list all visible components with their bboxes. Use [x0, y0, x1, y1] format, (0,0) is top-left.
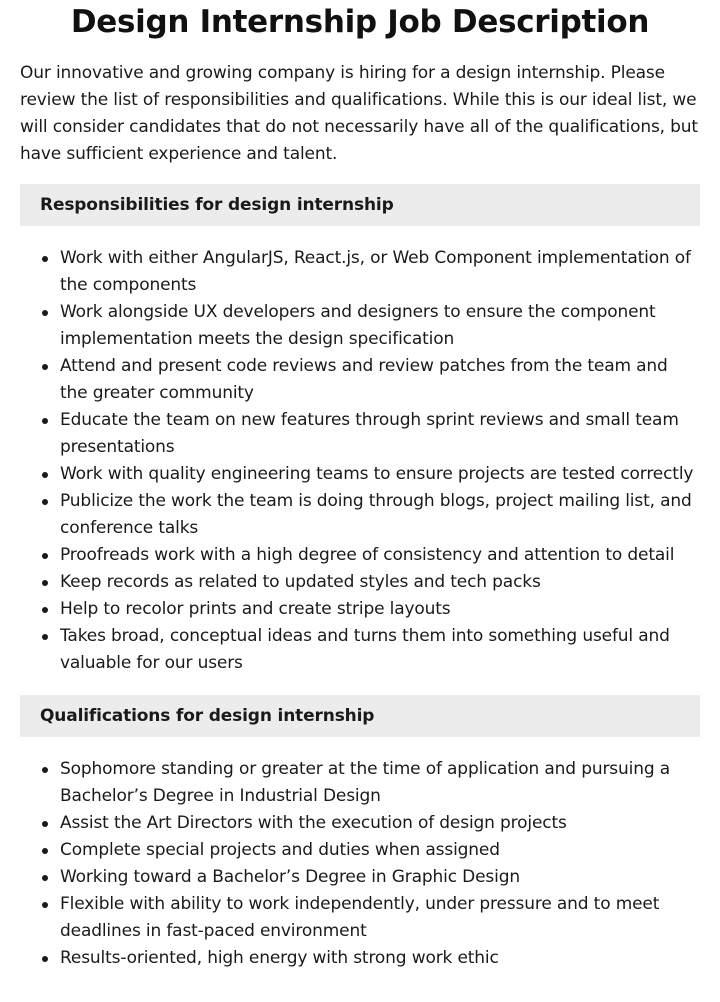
list-item: Help to recolor prints and create stripe layouts [60, 596, 700, 623]
page-title: Design Internship Job Description [70, 4, 650, 40]
list-item: Takes broad, conceptual ideas and turns them into something useful and valuable for our users [60, 623, 700, 677]
list-item: Work alongside UX developers and designers to ensure the component implementation meets the design specification [60, 299, 700, 353]
responsibilities-heading: Responsibilities for design internship [20, 184, 700, 226]
intro-paragraph: Our innovative and growing company is hiring for a design internship. Please review the list of responsibilities and qualifications. While this is our ideal list, we will consider candidates that do not necessarily have all of the qualifications, but have sufficient experience and talent. [20, 63, 698, 164]
list-item: Attend and present code reviews and review patches from the team and the greater community [60, 353, 700, 407]
list-item: Publicize the work the team is doing through blogs, project mailing list, and conference talks [60, 488, 700, 542]
qualifications-heading: Qualifications for design internship [20, 695, 700, 737]
list-item: Work with either AngularJS, React.js, or Web Component implementation of the components [60, 245, 700, 299]
list-item: Complete special projects and duties when assigned [60, 837, 700, 864]
list-item: Proofreads work with a high degree of consistency and attention to detail [60, 542, 700, 569]
list-item: Flexible with ability to work independently, under pressure and to meet deadlines in fast-paced environment [60, 891, 700, 945]
list-item: Keep records as related to updated styles and tech packs [60, 569, 700, 596]
list-item: Assist the Art Directors with the execution of design projects [60, 810, 700, 837]
list-item: Sophomore standing or greater at the time of application and pursuing a Bachelor’s Degree in Industrial Design [60, 756, 700, 810]
list-item: Work with quality engineering teams to ensure projects are tested correctly [60, 461, 700, 488]
qualifications-list [20, 756, 700, 972]
list-item: Working toward a Bachelor’s Degree in Graphic Design [60, 864, 700, 891]
list-item: Results-oriented, high energy with strong work ethic [60, 945, 700, 972]
list-item: Educate the team on new features through sprint reviews and small team presentations [60, 407, 700, 461]
responsibilities-list [20, 245, 700, 677]
